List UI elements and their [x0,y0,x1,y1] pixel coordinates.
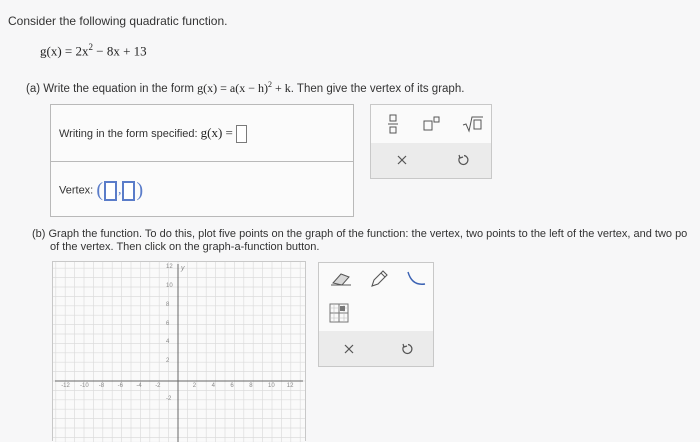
math-toolbar [370,104,492,179]
part-a-form-mid: (x) = a(x − h) [203,81,268,95]
vertex-x-input[interactable] [104,181,117,201]
graph-undo-icon[interactable] [401,343,413,355]
y-tick-label: 4 [166,339,170,346]
vertex-label: Vertex: [59,184,94,197]
eraser-icon[interactable] [329,271,353,287]
fraction-icon[interactable] [387,114,399,134]
vertex-comma: , [117,182,122,198]
x-tick-label: 6 [230,383,234,389]
exponent-icon[interactable] [423,116,441,132]
graph-clear-icon[interactable] [344,344,354,354]
function-name: g [40,43,47,59]
function-definition [40,42,147,59]
y-tick-label: 8 [166,301,170,308]
vertex-answer-line [59,179,143,202]
clear-icon[interactable] [397,155,407,165]
vertex-close-paren: ) [136,179,144,201]
part-a-suffix: . Then give the vertex of its graph. [290,83,465,95]
function-exponent: 2 [88,42,93,52]
math-toolbar-actions [371,143,491,178]
y-tick-label: 2 [166,358,170,365]
x-tick-label: 10 [268,383,275,389]
part-a-form-tail: + k [271,81,291,95]
x-tick-label: 4 [211,383,215,389]
vertex-y-input[interactable] [122,181,135,201]
x-tick-label: -12 [61,383,70,389]
part-a-prompt [26,80,464,96]
answer-box [50,104,354,217]
form-answer-label: Writing in the form specified: [59,128,198,140]
vertex-open-paren: ( [96,179,103,201]
x-tick-label: 8 [249,383,253,389]
part-a-label: (a) Write the equation in the form [26,83,194,95]
undo-icon[interactable] [457,154,469,166]
part-a-form-lhs: g [197,81,204,95]
problem-intro: Consider the following quadratic function. [8,14,228,28]
part-a-form [197,81,291,95]
part-b-line-2: of the vertex. Then click on the graph-a-function button. [50,241,320,253]
function-rest: − 8x + 13 [93,43,147,59]
form-answer-line [59,125,247,143]
pencil-icon[interactable] [369,269,389,289]
y-tick-label: 12 [166,264,173,271]
y-tick-label: 10 [166,283,173,289]
x-tick-label: -2 [155,383,161,389]
x-tick-label: -6 [117,383,123,389]
y-axis-label: y [181,265,185,272]
function-arg: (x) = 2x [46,43,89,59]
form-answer-lhs: g(x) = [200,125,233,140]
form-answer-input[interactable] [236,125,247,143]
y-tick-label: 6 [166,320,170,327]
graph-grid[interactable] [53,262,305,442]
graph-toolbar [318,262,434,367]
square-root-icon[interactable] [462,115,484,133]
x-tick-label: 2 [192,383,197,389]
form-answer-row [51,105,353,162]
grid-function-icon[interactable] [329,303,349,323]
part-b-prompt [32,228,700,254]
y-tick-label: -2 [166,395,172,402]
part-a-form-exp: 2 [267,80,272,89]
x-tick-label: -10 [80,383,89,389]
graph-parabola-icon[interactable] [405,269,427,289]
graph-canvas[interactable] [52,261,306,441]
x-tick-label: 12 [286,383,294,389]
graph-toolbar-actions [319,331,433,366]
x-tick-label: -4 [136,383,142,389]
x-tick-label: -8 [98,383,105,389]
part-b-line-1: (b) Graph the function. To do this, plot five points on the graph of the function: the vertex, two points to the left of the vertex, and two po [32,228,688,240]
